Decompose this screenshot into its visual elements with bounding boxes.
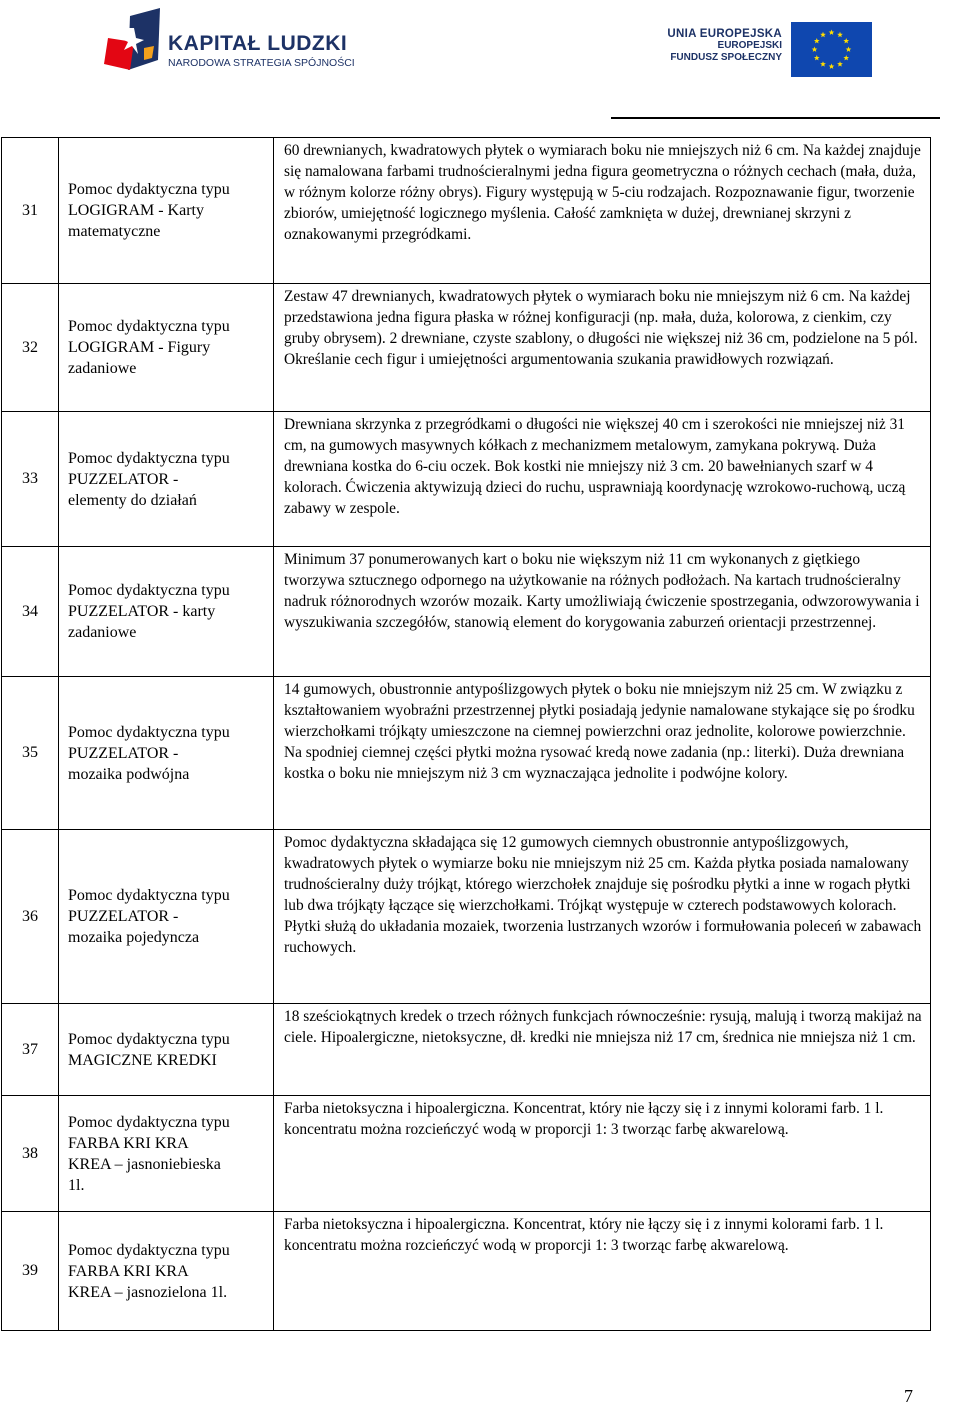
kapital-ludzki-title: KAPITAŁ LUDZKI (168, 32, 348, 55)
item-name-line: zadaniowe (68, 360, 137, 377)
item-description: Minimum 37 ponumerowanych kart o boku nie większym niż 11 cm wykonanych z giętkiego tworzywa sztucznego odpornego na użytkowanie na różnych podłożach. Na kartach trudnościeralny nadruk różnorodnych wzorów mozaik. Karty umożliwiają ćwiczenie spostrzegania, odwzorowywania i wyszukiwania szczegółów, stanowią element do korygowania zaburzeń orientacji przestrzennej. (274, 547, 931, 677)
item-description: Farba nietoksyczna i hipoalergiczna. Koncentrat, który nie łączy się i z innymi kolorami farb. 1 l. koncentratu można rozcieńczyć wodą w proporcji 1: 3 tworząc farbę akwarelową. (274, 1096, 931, 1212)
table-row (2, 830, 931, 1004)
item-name-line: LOGIGRAM - Karty (68, 202, 204, 219)
eu-flag-icon (791, 22, 872, 77)
item-name-line: KREA – jasnozielona 1l. (68, 1283, 228, 1301)
table-row (2, 677, 931, 830)
item-name-line: KREA – jasnoniebieska (68, 1155, 221, 1173)
item-name (59, 830, 274, 1004)
item-name (59, 1004, 274, 1096)
item-name-line: LOGIGRAM - Figury (68, 339, 211, 356)
item-name (59, 138, 274, 284)
item-name-line: Pomoc dydaktyczna typu (68, 318, 230, 335)
item-name-line: PUZZELATOR - (68, 470, 179, 488)
table-row (2, 284, 931, 412)
item-name (59, 547, 274, 677)
item-name (59, 412, 274, 547)
item-number: 33 (2, 412, 59, 547)
item-description: Zestaw 47 drewnianych, kwadratowych płytek o wymiarach boku nie mniejszym niż 6 cm. Na każdej przedstawiona jedna figura płaska w różnej konfiguracji (np. mała, duża, kolorowa, z cienkim, czy gruby obrysem). 2 drewniane, czyste szablony, o długości nie większej niż 36 cm, podzielone na 5 pól. Określanie cech figur i umiejętności argumentowania szukania prawidłowych rozwiązań. (274, 284, 931, 412)
item-number: 35 (2, 677, 59, 830)
page-header (0, 0, 960, 120)
item-name-line: mozaika podwójna (68, 765, 190, 783)
header-divider (611, 117, 940, 119)
product-table (1, 137, 931, 1331)
item-description: 18 sześciokątnych kredek o trzech różnych funkcjach równocześnie: rysują, malują i tworzą makijaż na ciele. Hipoalergiczne, nietoksyczne, dł. kredki nie mniejsza niż 17 cm, średnica nie mniejsza niż 1 cm. (274, 1004, 931, 1096)
item-name-line: zadaniowe (68, 624, 137, 641)
item-name-line: Pomoc dydaktyczna typu (68, 1241, 230, 1259)
item-name-line: Pomoc dydaktyczna typu (68, 449, 230, 467)
table-row (2, 1212, 931, 1331)
item-name-line: Pomoc dydaktyczna typu (68, 181, 230, 198)
item-name-line: Pomoc dydaktyczna typu (68, 1113, 230, 1131)
eu-label-line3: FUNDUSZ SPOŁECZNY (670, 52, 782, 63)
item-name-line: PUZZELATOR - (68, 744, 179, 762)
table-row (2, 547, 931, 677)
table-row (2, 1004, 931, 1096)
eu-label-line1: UNIA EUROPEJSKA (667, 28, 782, 40)
item-description: 60 drewnianych, kwadratowych płytek o wymiarach boku nie mniejszych niż 6 cm. Na każdej znajduje się namalowana farbami trudnościeralnymi jedna figura geometryczna o różnych cechach (mała, duża, w różnym kolorze różny obrys). Figury występują w 5-ciu rodzajach. Rozpoznawanie figur, tworzenie zbiorów, umiejętność logicznego myślenia. Całość zamknięta w dużej, drewnianej skrzyni z oznakowanymi przegródkami. (274, 138, 931, 284)
item-name-line: PUZZELATOR - (68, 908, 179, 925)
item-number: 34 (2, 547, 59, 677)
item-number: 32 (2, 284, 59, 412)
item-number: 38 (2, 1096, 59, 1212)
item-name-line: elementy do działań (68, 491, 197, 509)
item-name-line: Pomoc dydaktyczna typu (68, 887, 230, 904)
item-name-line: mozaika pojedyncza (68, 929, 200, 946)
eu-fund-label (667, 28, 782, 64)
item-name-line: Pomoc dydaktyczna typu (68, 582, 230, 599)
page-number: 7 (904, 1386, 913, 1406)
item-number: 36 (2, 830, 59, 1004)
item-description: Pomoc dydaktyczna składająca się 12 gumowych ciemnych obustronnie antypoślizgowych, kwadratowych płytek o wymiarze boku nie mniejszym niż 25 cm. Każda płytka posiada namalowany trudnościeralny duży trójkąt, którego wierzchołek znajduje się pośrodku płytki a inne w rogach płytki lub dwa trójkąty łączące się wierzchołkami. Trójkąt występuje w czterech podstawowych kolorach. Płytki służą do układania mozaiek, tworzenia lustrzanych wzorów i formułowania poleceń w zabawach ruchowych. (274, 830, 931, 1004)
item-number: 37 (2, 1004, 59, 1096)
item-name-line: FARBA KRI KRA (68, 1134, 189, 1152)
item-description: Farba nietoksyczna i hipoalergiczna. Koncentrat, który nie łączy się i z innymi kolorami farb. 1 l. koncentratu można rozcieńczyć wodą w proporcji 1: 3 tworząc farbę akwarelową. (274, 1212, 931, 1331)
item-name (59, 284, 274, 412)
item-name (59, 1096, 274, 1212)
item-name-line: Pomoc dydaktyczna typu (68, 723, 230, 741)
item-description: 14 gumowych, obustronnie antypoślizgowych płytek o boku nie mniejszym niż 25 cm. W związku z kształtowaniem wyobraźni przestrzennej płytki posiadają jedynie namalowane stykające się po środku wierzchołkami trójkąty umieszczone na ciemnej powierzchni oraz jednolite, kolorowe powierzchnie. Na spodniej ciemnej części płytki można rysować kredą nowe zadania (np.: literki). Duża drewniana kostka o boku nie mniejszym niż 3 cm wyznaczająca jednolite i podwójne kolory. (274, 677, 931, 830)
item-name (59, 1212, 274, 1331)
item-description: Drewniana skrzynka z przegródkami o długości nie większej 40 cm i szerokości nie mniejszej niż 31 cm, na gumowych masywnych kółkach z mechanizmem metalowym, zamykana pokrywą. Duża drewniana kostka do 6-ciu oczek. Bok kostki nie mniejszy niż 3 cm. 20 bawełnianych szarf w 4 kolorach. Ćwiczenia aktywizują dzieci do ruchu, usprawniają koordynację wzrokowo-ruchową, uczą zabawy w zespole. (274, 412, 931, 547)
item-name-line: PUZZELATOR - karty (68, 603, 216, 620)
item-name-line: FARBA KRI KRA (68, 1262, 189, 1280)
item-name-line: matematyczne (68, 223, 161, 240)
item-name (59, 677, 274, 830)
table-row (2, 1096, 931, 1212)
item-name-line: 1l. (68, 1176, 85, 1194)
item-number: 39 (2, 1212, 59, 1331)
item-name-line: Pomoc dydaktyczna typu (68, 1030, 230, 1048)
kapital-ludzki-subtitle: NARODOWA STRATEGIA SPÓJNOŚCI (168, 57, 355, 69)
item-name-line: MAGICZNE KREDKI (68, 1051, 217, 1069)
eu-label-line2: EUROPEJSKI (717, 40, 782, 51)
table-row (2, 138, 931, 284)
item-number: 31 (2, 138, 59, 284)
table-row (2, 412, 931, 547)
